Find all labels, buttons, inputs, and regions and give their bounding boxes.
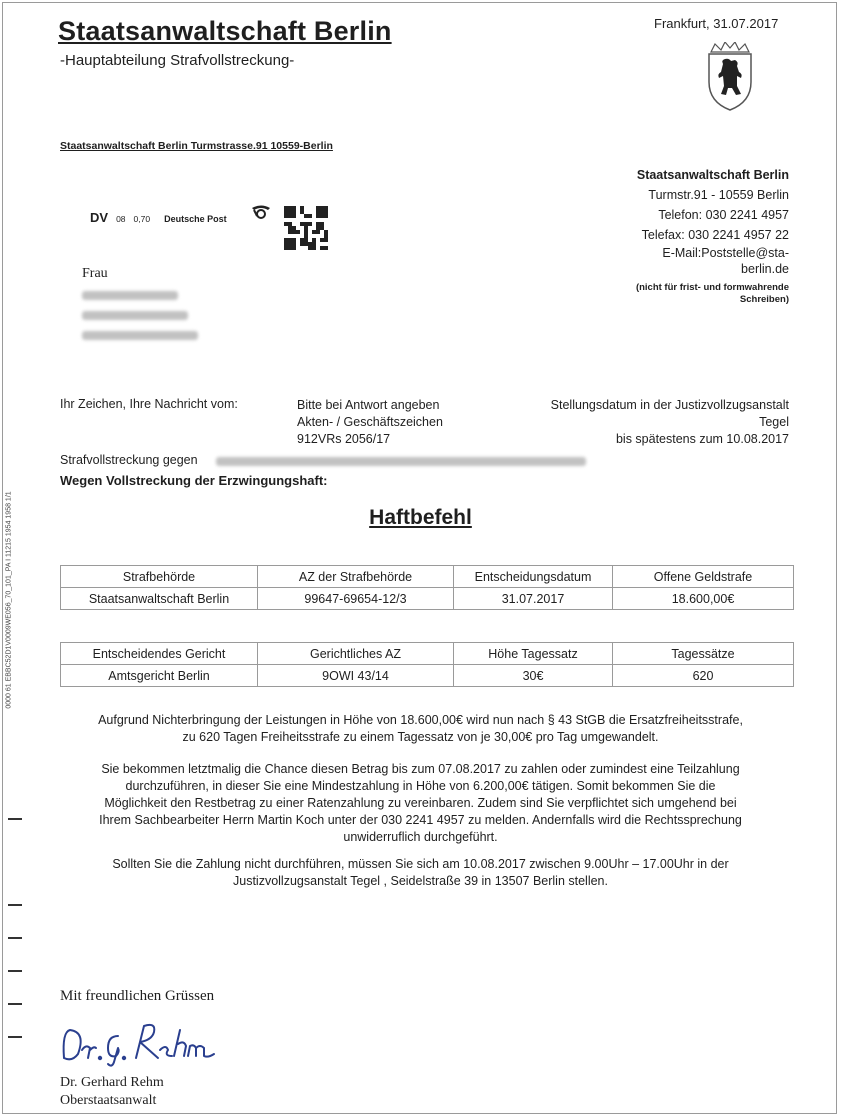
ref-mid-line1: Bitte bei Antwort angeben xyxy=(297,398,440,412)
table-header-cell: Strafbehörde xyxy=(61,566,258,588)
place-date: Frankfurt, 31.07.2017 xyxy=(654,16,779,31)
ref-file-number xyxy=(297,397,443,448)
sender-email-line1: E-Mail:Poststelle@sta- xyxy=(662,246,789,260)
post-horn-icon xyxy=(250,204,272,220)
table-header-cell: Entscheidendes Gericht xyxy=(61,643,258,665)
ref-report-date xyxy=(551,397,789,448)
table-cell: Amtsgericht Berlin xyxy=(61,665,258,687)
paragraph-line: Ihrem Sachbearbeiter Herrn Martin Koch unter der 030 2241 4957 zu melden. Andernfalls wird die Rechtssprechung xyxy=(99,813,742,827)
postage-dv: DV xyxy=(90,210,109,225)
ref-mid-line3: 912VRs 2056/17 xyxy=(297,431,391,446)
sender-name: Staatsanwaltschaft Berlin xyxy=(636,168,789,182)
sender-email xyxy=(559,245,789,278)
paragraph-conversion xyxy=(50,712,791,746)
fold-mark xyxy=(8,818,22,820)
sender-note-line1: (nicht für frist- und formwahrende xyxy=(635,281,789,293)
postage-code: 08 xyxy=(116,214,126,224)
table-header-row xyxy=(61,643,794,665)
postage-carrier: Deutsche Post xyxy=(164,214,227,224)
paragraph-line: Aufgrund Nichterbringung der Leistungen in Höhe von 18.600,00€ wird nun nach § 43 StGB die Ersatzfreiheitsstrafe, xyxy=(98,713,743,727)
margin-code-text: 0000 61 EBBC52D1V0009WE056_70_101_PA I 11215 1954 1958 1/1 xyxy=(5,491,13,709)
enforcement-against-label: Strafvollstreckung gegen xyxy=(60,453,198,467)
redacted-recipient-name xyxy=(82,291,178,300)
paragraph-line: unwiderruflich durchgeführt. xyxy=(343,830,498,844)
table-header-cell: Tagessätze xyxy=(613,643,794,665)
table-cell: 9OWI 43/14 xyxy=(258,665,454,687)
berlin-bear-crest-icon xyxy=(699,42,761,112)
authority-table xyxy=(60,565,794,610)
table-header-cell: Höhe Tagessatz xyxy=(454,643,613,665)
ref-right-line3: bis spätestens zum 10.08.2017 xyxy=(615,431,789,446)
fold-mark xyxy=(8,970,22,972)
table-row xyxy=(61,588,794,610)
table-header-row xyxy=(61,566,794,588)
handwritten-signature xyxy=(60,1018,220,1068)
sender-note xyxy=(559,282,789,308)
postage-price: 0,70 xyxy=(133,214,151,224)
ref-mid-line2: Akten- / Geschäftszeichen xyxy=(297,414,443,429)
paragraph-report-instruction xyxy=(50,856,791,890)
table-cell: 31.07.2017 xyxy=(454,588,613,610)
document-title xyxy=(0,506,841,530)
fold-mark xyxy=(8,1003,22,1005)
sender-phone: Telefon: 030 2241 4957 xyxy=(658,208,789,222)
sender-address: Turmstr.91 - 10559 Berlin xyxy=(648,188,789,202)
recipient-block xyxy=(82,266,108,282)
redacted-defendant xyxy=(216,457,586,466)
ref-right-line1: Stellungsdatum in der Justizvollzugsanstalt xyxy=(550,398,789,412)
table-header-cell: Entscheidungsdatum xyxy=(454,566,613,588)
paragraph-line: zu 620 Tagen Freiheitsstrafe zu einem Tagessatz von je 30,00€ pro Tag umgewandelt. xyxy=(182,730,659,744)
sender-email-line2: berlin.de xyxy=(741,262,789,277)
signer-title: Oberstaatsanwalt xyxy=(60,1093,157,1109)
paragraph-line: Möglichkeit den Restbetrag zu einer Ratenzahlung zu vereinbaren. Zudem sind Sie verpflichtet sich umgehend bei xyxy=(104,796,737,810)
signer-name: Dr. Gerhard Rehm xyxy=(60,1075,164,1090)
table-cell: 18.600,00€ xyxy=(613,588,794,610)
table-cell: Staatsanwaltschaft Berlin xyxy=(61,588,258,610)
table-header-cell: AZ der Strafbehörde xyxy=(258,566,454,588)
document-title-text: Haftbefehl xyxy=(369,506,472,529)
court-table xyxy=(60,642,794,687)
sender-note-line2: Schreiben) xyxy=(739,294,789,306)
fold-mark xyxy=(8,937,22,939)
ref-right-line2: Tegel xyxy=(759,414,789,429)
table-cell: 99647-69654-12/3 xyxy=(258,588,454,610)
org-title: Staatsanwaltschaft Berlin xyxy=(58,16,392,46)
paragraph-line: Justizvollzugsanstalt Tegel , Seidelstraße 39 in 13507 Berlin stellen. xyxy=(233,874,608,888)
margin-print-code xyxy=(0,450,18,750)
paragraph-line: Sollten Sie die Zahlung nicht durchführen, müssen Sie sich am 10.08.2017 zwischen 9.00Uhr – 17.00Uhr in der xyxy=(112,857,729,871)
ref-your-sign: Ihr Zeichen, Ihre Nachricht vom: xyxy=(60,397,238,411)
table-row xyxy=(61,665,794,687)
postage-mark xyxy=(90,210,227,225)
signer-block xyxy=(60,1074,164,1110)
table-cell: 30€ xyxy=(454,665,613,687)
table-cell: 620 xyxy=(613,665,794,687)
paragraph-payment-chance xyxy=(50,761,791,846)
paragraph-line: durchzuführen, in dieser Sie eine Mindestzahlung in Höhe von 6.200,00€ tätigen. Somit bekommen Sie die xyxy=(125,779,716,793)
qr-code-icon xyxy=(284,206,328,250)
subject-line: Wegen Vollstreckung der Erzwingungshaft: xyxy=(60,473,328,488)
closing-greeting: Mit freundlichen Grüssen xyxy=(60,988,215,1004)
redacted-recipient-street xyxy=(82,311,188,320)
fold-mark xyxy=(8,904,22,906)
table-header-cell: Offene Geldstrafe xyxy=(613,566,794,588)
redacted-recipient-city xyxy=(82,331,198,340)
paragraph-line: Sie bekommen letztmalig die Chance diesen Betrag bis zum 07.08.2017 zu zahlen oder zumindest eine Teilzahlung xyxy=(101,762,740,776)
recipient-salutation: Frau xyxy=(82,266,108,281)
return-address: Staatsanwaltschaft Berlin Turmstrasse.91 10559-Berlin xyxy=(60,140,333,152)
fold-mark xyxy=(8,1036,22,1038)
department-subtitle: -Hauptabteilung Strafvollstreckung- xyxy=(60,52,295,69)
sender-fax: Telefax: 030 2241 4957 22 xyxy=(641,228,789,242)
sender-block xyxy=(559,165,789,307)
table-header-cell: Gerichtliches AZ xyxy=(258,643,454,665)
